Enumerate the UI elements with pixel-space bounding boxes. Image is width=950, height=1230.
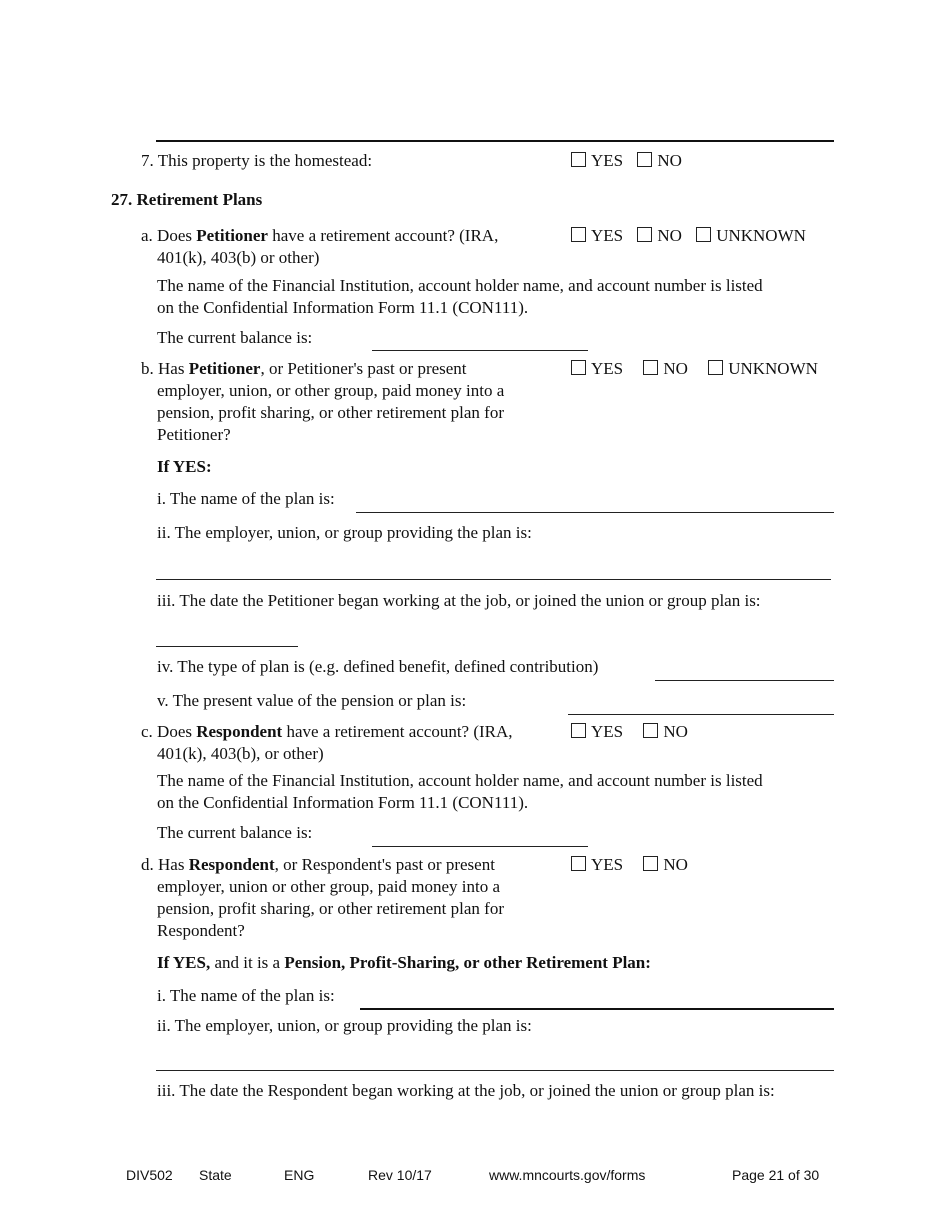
c-yes-checkbox[interactable]: YES xyxy=(571,722,623,741)
b-plan-name-field[interactable] xyxy=(356,512,834,513)
question-b-line2: employer, union, or other group, paid money into a xyxy=(157,381,505,400)
c-balance-field[interactable] xyxy=(372,846,588,847)
c-no-checkbox[interactable]: NO xyxy=(643,722,688,741)
checkbox-icon xyxy=(571,856,586,871)
b-plan-type-label: iv. The type of plan is (e.g. defined benefit, defined contribution) xyxy=(157,657,599,676)
a-no-checkbox[interactable]: NO xyxy=(637,226,682,245)
d-plan-name-field[interactable] xyxy=(360,1008,834,1010)
footer-page-number: Page 21 of 30 xyxy=(732,1167,820,1183)
b-no-checkbox[interactable]: NO xyxy=(643,359,688,378)
question-c-options xyxy=(571,721,698,743)
d-yes-checkbox[interactable]: YES xyxy=(571,855,623,874)
question-b-options xyxy=(571,358,828,380)
checkbox-icon xyxy=(696,227,711,242)
question-d: d. Has Respondent, or Respondent's past or present xyxy=(141,855,495,874)
homestead-yes-checkbox[interactable]: YES xyxy=(571,151,623,170)
homestead-options xyxy=(571,150,692,172)
checkbox-icon xyxy=(571,152,586,167)
question-a-options xyxy=(571,225,816,247)
footer-revision: Rev 10/17 xyxy=(368,1167,432,1183)
b-employer-field[interactable] xyxy=(156,579,831,580)
footer-url[interactable]: www.mncourts.gov/forms xyxy=(489,1167,646,1183)
c-balance-label: The current balance is: xyxy=(157,823,313,842)
question-b: b. Has Petitioner, or Petitioner's past or present xyxy=(141,359,467,378)
checkbox-icon xyxy=(571,723,586,738)
a-info-line1: The name of the Financial Institution, account holder name, and account number is listed xyxy=(157,276,763,295)
question-a: a. Does Petitioner have a retirement account? (IRA, xyxy=(141,226,499,245)
d-start-date-label: iii. The date the Respondent began working at the job, or joined the union or group plan is: xyxy=(157,1081,775,1100)
question-b-line3: pension, profit sharing, or other retirement plan for xyxy=(157,403,504,422)
a-yes-checkbox[interactable]: YES xyxy=(571,226,623,245)
d-no-checkbox[interactable]: NO xyxy=(643,855,688,874)
question-d-options xyxy=(571,854,698,876)
footer-state: State xyxy=(199,1167,232,1183)
question-d-line3: pension, profit sharing, or other retirement plan for xyxy=(157,899,504,918)
b-yes-checkbox[interactable]: YES xyxy=(571,359,623,378)
c-info-line2: on the Confidential Information Form 11.1 (CON111). xyxy=(157,793,529,812)
b-plan-type-field[interactable] xyxy=(655,680,834,681)
checkbox-icon xyxy=(708,360,723,375)
homestead-question: 7. This property is the homestead: xyxy=(141,151,373,170)
question-c-line2: 401(k), 403(b), or other) xyxy=(157,744,324,763)
b-employer-label: ii. The employer, union, or group providing the plan is: xyxy=(157,523,532,542)
a-unknown-checkbox[interactable]: UNKNOWN xyxy=(696,226,806,245)
b-start-date-field[interactable] xyxy=(156,646,298,647)
section-title: 27. Retirement Plans xyxy=(111,190,263,209)
checkbox-icon xyxy=(643,723,658,738)
a-balance-field[interactable] xyxy=(372,350,588,351)
question-d-line4: Respondent? xyxy=(157,921,245,940)
b-if-yes: If YES: xyxy=(157,457,212,476)
b-plan-name-label: i. The name of the plan is: xyxy=(157,489,335,508)
checkbox-icon xyxy=(643,360,658,375)
d-if-yes: If YES, and it is a Pension, Profit-Sharing, or other Retirement Plan: xyxy=(157,953,651,972)
checkbox-icon xyxy=(637,227,652,242)
question-b-line4: Petitioner? xyxy=(157,425,231,444)
b-present-value-label: v. The present value of the pension or plan is: xyxy=(157,691,467,710)
footer-language: ENG xyxy=(284,1167,315,1183)
checkbox-icon xyxy=(571,227,586,242)
top-divider xyxy=(156,140,834,142)
b-unknown-checkbox[interactable]: UNKNOWN xyxy=(708,359,818,378)
question-a-line2: 401(k), 403(b) or other) xyxy=(157,248,320,267)
b-present-value-field[interactable] xyxy=(568,714,834,715)
footer-form-id: DIV502 xyxy=(126,1167,173,1183)
question-d-line2: employer, union or other group, paid money into a xyxy=(157,877,501,896)
c-info-line1: The name of the Financial Institution, account holder name, and account number is listed xyxy=(157,771,763,790)
checkbox-icon xyxy=(637,152,652,167)
d-employer-field[interactable] xyxy=(156,1070,834,1071)
homestead-no-checkbox[interactable]: NO xyxy=(637,151,682,170)
question-c: c. Does Respondent have a retirement account? (IRA, xyxy=(141,722,513,741)
b-start-date-label: iii. The date the Petitioner began working at the job, or joined the union or group plan is: xyxy=(157,591,761,610)
checkbox-icon xyxy=(571,360,586,375)
d-employer-label: ii. The employer, union, or group providing the plan is: xyxy=(157,1016,532,1035)
checkbox-icon xyxy=(643,856,658,871)
a-info-line2: on the Confidential Information Form 11.1 (CON111). xyxy=(157,298,529,317)
a-balance-label: The current balance is: xyxy=(157,328,313,347)
d-plan-name-label: i. The name of the plan is: xyxy=(157,986,335,1005)
